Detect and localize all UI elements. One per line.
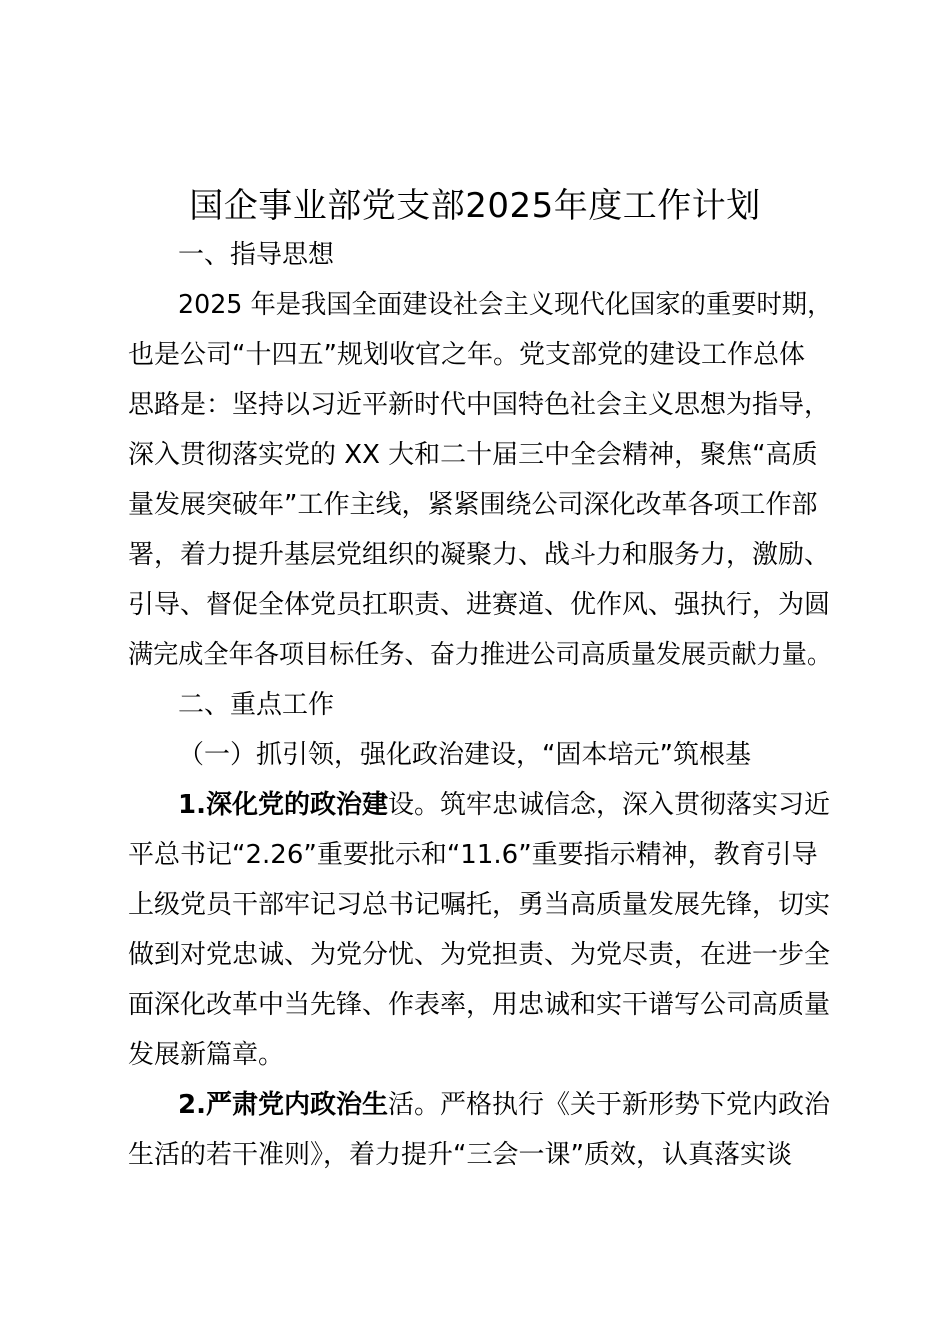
item-1-first-line <box>178 788 830 822</box>
paragraph-line: 引导、督促全体党员扛职责、进赛道、优作风、强执行，为圆 <box>128 590 831 620</box>
paragraph-line: 面深化改革中当先锋、作表率，用忠诚和实干谱写公司高质量 <box>128 990 831 1020</box>
paragraph-line: 发展新篇章。 <box>128 1040 285 1070</box>
section-heading-guiding-ideology: 一、指导思想 <box>178 240 335 270</box>
subsection-heading: （一）抓引领，强化政治建设，“固本培元”筑根基 <box>178 740 751 770</box>
item-1-bold-lead: 1.深化党的政治建 <box>178 790 388 820</box>
paragraph-line: 平总书记“2.26”重要批示和“11.6”重要指示精神，教育引导 <box>128 840 818 870</box>
item-1-text: 设。筑牢忠诚信念，深入贯彻落实习近 <box>387 790 830 820</box>
paragraph-line: 量发展突破年”工作主线，紧紧围绕公司深化改革各项工作部 <box>128 490 818 520</box>
item-2-bold-lead: 2.严肃党内政治生 <box>178 1090 388 1120</box>
paragraph-line: 也是公司“十四五”规划收官之年。党支部党的建设工作总体 <box>128 340 805 370</box>
paragraph-line: 2025 年是我国全面建设社会主义现代化国家的重要时期， <box>178 290 833 320</box>
paragraph-line: 满完成全年各项目标任务、奋力推进公司高质量发展贡献力量。 <box>128 640 832 670</box>
section-heading-key-work: 二、重点工作 <box>178 690 335 720</box>
paragraph-line: 署，着力提升基层党组织的凝聚力、战斗力和服务力，激励、 <box>128 540 831 570</box>
paragraph-line: 思路是：坚持以习近平新时代中国特色社会主义思想为指导， <box>128 390 831 420</box>
paragraph-line: 做到对党忠诚、为党分忧、为党担责、为党尽责，在进一步全 <box>128 940 831 970</box>
item-2-text: 活。严格执行《关于新形势下党内政治 <box>387 1090 830 1120</box>
item-2-first-line <box>178 1088 830 1122</box>
paragraph-line: 生活的若干准则》，着力提升“三会一课”质效，认真落实谈 <box>128 1140 792 1170</box>
paragraph-line: 上级党员干部牢记习总书记嘱托，勇当高质量发展先锋，切实 <box>128 890 831 920</box>
paragraph-line: 深入贯彻落实党的 XX 大和二十届三中全会精神，聚焦“高质 <box>128 440 818 470</box>
document-title: 国企事业部党支部2025年度工作计划 <box>189 186 761 226</box>
